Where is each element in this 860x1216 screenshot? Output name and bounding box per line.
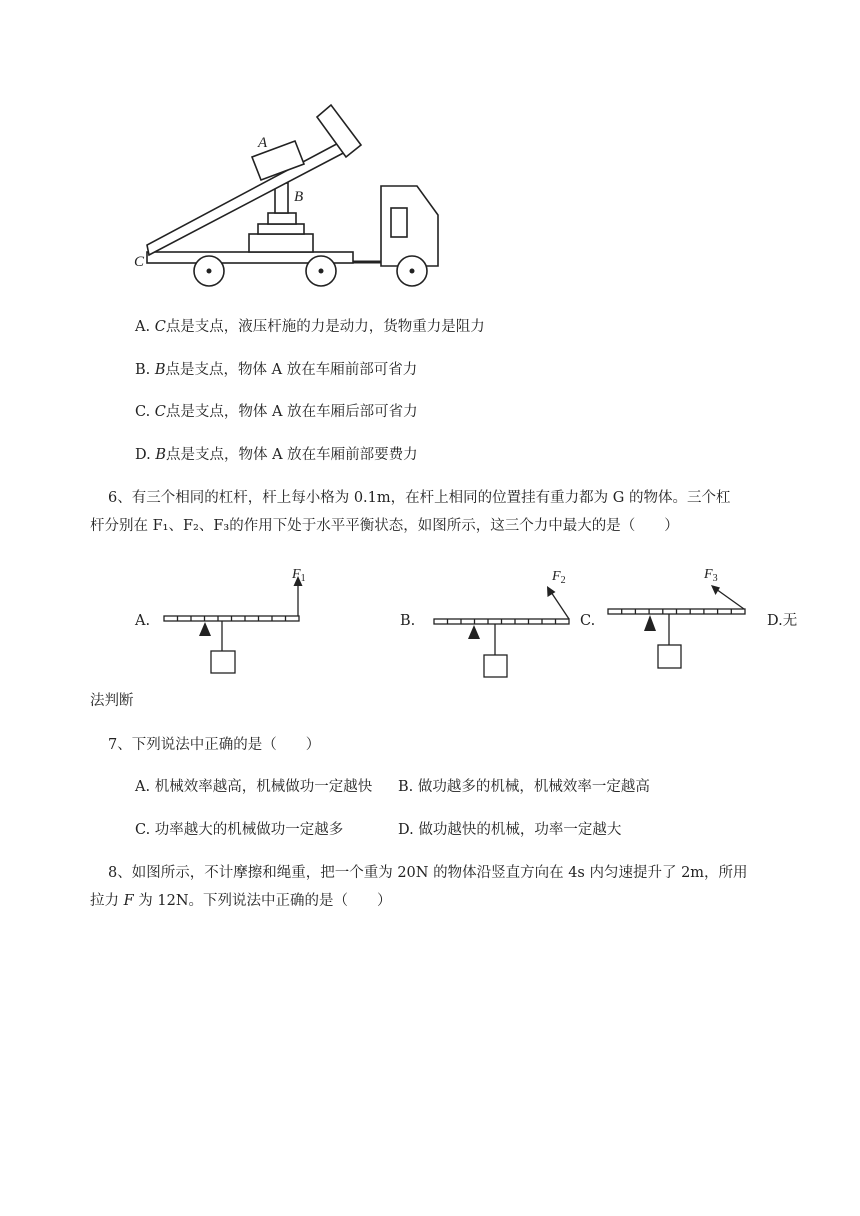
label-a: A [258,135,268,151]
label-c: C [134,254,145,270]
q6-stem-line1: 6、有三个相同的杠杆，杆上每小格为 0.1m，在杆上相同的位置挂有重力都为 G 的物体。三个杠 [108,490,731,506]
q6-option-d-part2[interactable]: 法判断 [90,693,134,709]
q5-option-a[interactable]: A. C点是支点，液压杆施的力是动力，货物重力是阻力 [135,319,485,335]
lever-figure-a [160,562,320,678]
truck-diagram [125,95,455,300]
q5-option-c[interactable]: C. C点是支点，物体 A 放在车厢后部可省力 [135,404,418,420]
lever-figure-b [430,562,590,680]
q5-option-d[interactable]: D. B点是支点，物体 A 放在车厢前部要费力 [135,447,418,463]
lever-figure-c [604,562,754,672]
label-b: B [294,189,304,205]
q6-option-a[interactable]: A. [135,613,151,629]
svg-text:F3: $F_3$ [704,567,718,584]
q7-option-c[interactable]: C. 功率越大的机械做功一定越多 [135,822,344,838]
q7-option-a[interactable]: A. 机械效率越高，机械做功一定越快 [135,779,373,795]
q8-stem-line2: 拉力 F 为 12N。下列说法中正确的是（ ） [90,893,392,909]
q5-option-b[interactable]: B. B点是支点，物体 A 放在车厢前部可省力 [135,362,418,378]
q7-option-b[interactable]: B. 做功越多的机械，机械效率一定越高 [398,779,650,795]
q6-option-d-part1[interactable]: D.无 [767,613,798,629]
q8-stem-line1: 8、如图所示，不计摩擦和绳重，把一个重为 20N 的物体沿竖直方向在 4s 内匀速提升了 2m，所用 [108,865,748,881]
q6-stem-line2: 杆分别在 F₁、F₂、F₃的作用下处于水平平衡状态，如图所示，这三个力中最大的是（ ） [90,518,679,534]
svg-text:F2: $F_2$ [552,569,566,586]
svg-text:F1: $F_1$ [292,567,306,584]
q7-option-d[interactable]: D. 做功越快的机械，功率一定越大 [398,822,622,838]
q6-option-b[interactable]: B. [400,613,416,629]
q6-option-c[interactable]: C. [580,613,596,629]
q7-stem: 7、下列说法中正确的是（ ） [108,737,321,753]
